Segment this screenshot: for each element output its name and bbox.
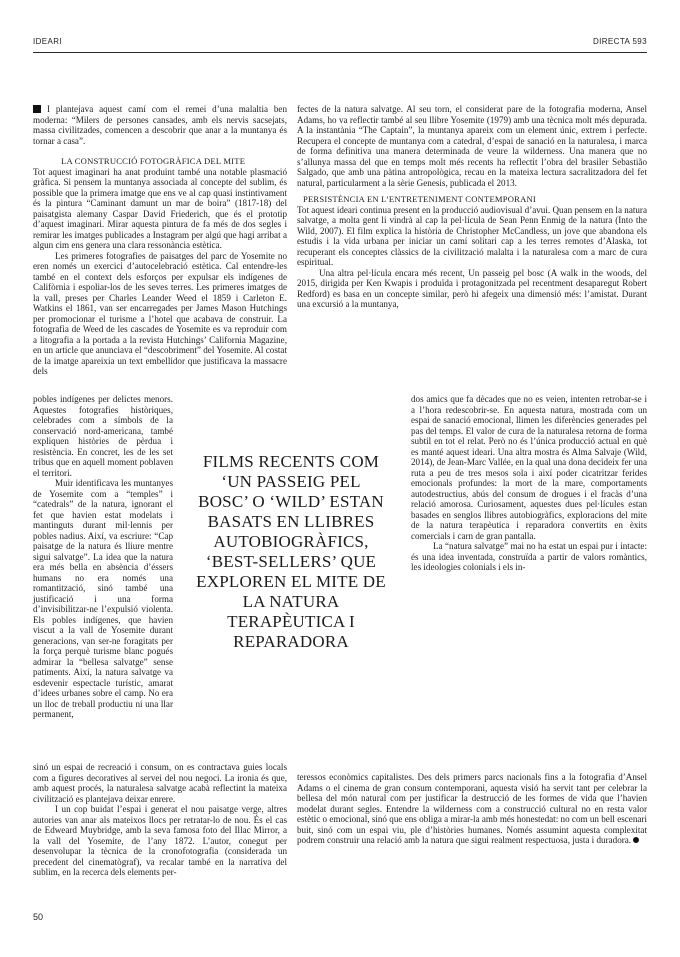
left-column-narrow [33,394,173,720]
right-column-narrow [411,394,647,573]
paragraph-muir: Muir identificava les muntanyes de Yosemite com a “temples” i “catedrals” de la natura, ignorant el fet que havien estat modelats i mantinguts durant mil·lennis per pobles nadius. Així, va escriure: “Cap paisatge de la natura és lliure mentre sigui salvatge”. La idea que la natura era més bella en absència d’éssers humans no era només una romantització, sinó també una justificació i una forma d’invisibilitzar-ne l’expulsió violenta. Els pobles indígenes, que havien viscut a la vall de Yosemite durant generacions, van ser-ne foragitats per la força perquè turisme blanc pogués admirar la “bellesa salvatge” sense patiments. Així, la natura salvatge va esdevenir espectacle turístic, amarat d’idees urbanes sobre el camp. No era un lloc de treball productiu ni una llar permanent, [33,478,173,719]
end-mark-icon [633,837,639,843]
paragraph-conclusion: teressos econòmics capitalistes. Des dels primers parcs nacionals fins a la fotografia d’Ansel Adams o el cinema de gran consum contemporani, aquesta visió ha servit tant per celebrar la bellesa del món natural com per justificar la destrucció de les formes de vida que l’havien modelat durant segles. Entendre la wilderness com a construcció cultural no en resta valor estètic o emocional, sinó que ens obliga a mirar-la amb més honestedat: no com un bell escenari buit, sinó com un espai viu, ple d’històries humanes. Només assumint aquesta complexitat podrem construir una relació amb la natura que sigui realment respectuosa, justa i duradora. [297,772,647,845]
intro-paragraph: I plantejava aquest camí com el remei d’una malaltia ben moderna: “Milers de persones cansades, amb els nervis sacsejats, massa civilitzades, comencen a descobrir que anar a la muntanya és tornar a casa”. [33,104,287,146]
magazine-issue: DIRECTA 593 [592,37,647,46]
page-number: 50 [33,912,44,922]
section-heading-photographic: LA CONSTRUCCIÓ FOTOGRÀFICA DEL MITE [61,156,246,166]
paragraph-ansel-adams: fectes de la natura salvatge. Al seu torn, el considerat pare de la fotografia moderna, Ansel Adams, ho va reflectir també al seu llibre Yosemite (1979) amb una tècnica molt més depurada. A la instantània “The Captain”, la muntanya apareix com un element únic, extrem i perfecte. Recupera el concepte de muntanya com a catedral, d’espai de sanació en la naturalesa, i marca de forma definitiva una manera determinada de veure la wilderness. Una manera que no s’allunya massa del que en temps molt més recents ha reflectit l’obra del brasiler Sebastião Salgado, que amb una pàtina antropològica, recau en la mateixa lectura sacralitzadora del fet natural, particularment a la sèrie Genesis, publicada el 2013. [297,104,647,188]
paragraph-muybridge: I un cop buidat l’espai i generat el nou paisatge verge, altres autories van anar als mateixos llocs per retratar-lo de nou. És el cas de Edweard Muybridge, amb la seva famosa foto del Illac Mirror, a la vall del Yosemite, de l’any 1872. L’autor, conegut per desenvolupar la tècnica de la cronofotografia (considerada un precedent del cinematògraf), va recalar també en la narrativa del sublim, en la recerca dels elements per- [33,804,287,877]
left-column-bottom [33,762,287,878]
section-label: IDEARI [33,37,63,46]
pull-quote: FILMS RECENTS COM ‘UN PASSEIG PEL BOSC’ O ‘WILD’ ESTAN BASATS EN LLIBRES AUTOBIOGRÀFICS, ‘BEST-SELLERS’ QUE EXPLOREN EL MITE DE LA NATURA TERAPÈUTICA I REPARADORA [196,452,386,651]
paragraph-sublime: Tot aquest imaginari ha anat produint també una notable plasmació gràfica. Si pensem la muntanya associada al concepte del sublim, és possible que la primera imatge que ens ve al cap quasi instintivament és la pintura “Caminant damunt un mar de boira” (1817-18) del paisatgista alemany Caspar David Friederich, que és el prototip d’aquest imaginari. Mirar aquesta pintura de fa més de dos segles i remirar les imatges publicades a Instagram per algú que hagi arribat a algun cim ens genera una clara ressonància estètica. [33,166,287,250]
section-heading-entertainment: PERSISTÈNCIA EN L’ENTRETENIMENT CONTEMPORANI [303,194,536,204]
paragraph-recreation: sinó un espai de recreació i consum, on es contractava guies locals com a figures decoratives al servei del nou negoci. La ironia és que, amb aquest procés, la naturalesa salvatge acabà reflectint la mateixa civilització es plantejava deixar enrere. [33,762,287,804]
right-column-top [297,104,647,310]
paragraph-into-the-wild: Tot aquest ideari continua present en la producció audiovisual d’avui. Quan pensem en la natura salvatge, a molta gent li vindrà al cap la pel·lícula de Sean Penn Enmig de la natura (Into the Wild, 2007). El film explica la història de Christopher McCandless, un jove que abandona els estudis i la vida urbana per iniciar un camí solitari cap a les terres remotes d’Alaska, tot recuperant els conceptes clàssics de la civilització malalta i la naturalesa com a marc de cura espiritual. [297,204,647,267]
article-start-square-icon [33,105,41,113]
paragraph-conclusion-start: La “natura salvatge” mai no ha estat un espai pur i intacte: és una idea inventada, construïda a partir de valors romàntics, les ideologies colonials i els in- [411,541,647,572]
left-column-top [33,104,287,377]
right-column-bottom [297,772,647,846]
paragraph-walk-in-woods: Una altra pel·lícula encara més recent, Un passeig pel bosc (A walk in the woods, del 2015, dirigida per Ken Kwapis i produïda i protagonitzada pel recentment desaparegut Robert Redford) es basa en un concepte similar, però hi afegeix una dimensió més: l’amistat. Durant una excursió a la muntanya, [297,267,647,309]
header-rule [33,52,647,53]
paragraph-indigenous: pobles indígenes per delictes menors. Aquestes fotografies històriques, celebrades com a símbols de la conservació nord-americana, també expliquen històries de pèrdua i resistència. En concret, les de les set tribus que en aquell moment poblaven el territori. [33,394,173,478]
paragraph-yosemite-photos: Les primeres fotografies de paisatges del parc de Yosemite no eren només un exercici d’autocelebració estètica. Cal entendre-les també en el context dels esforços per expulsar els indígenes de Califòrnia i espoliar-los de les seves terres. Les primeres imatges de la vall, preses per Charles Leander Weed el 1859 i Carleton E. Watkins el 1861, van ser encarregades per James Mason Hutchings per promocionar el turisme a l’hotel que acabava de construir. La fotografia de Weed de les cascades de Yosemite es va reproduir com a litografia a la portada a la revista Hutchings’ California Magazine, en un article que anunciava el “descobriment” del Yosemite. Al costat de la imatge apareixia un text embellidor que justificava la massacre dels [33,250,287,376]
paragraph-wild: dos amics que fa dècades que no es veien, intenten retrobar-se i a l’hora redescobrir-se. En aquesta natura, mostrada com un espai de sanació emocional, llimen les diferències generades pel pas del temps. El valor de cura de la naturalesa retorna de forma subtil en tot el relat. Però no és l’única producció actual en què es manté aquest ideari. Una altra mostra és Alma Salvaje (Wild, 2014), de Jean-Marc Vallée, en la qual una dona decideix fer una ruta a peu de tres mesos sola i així poder cicatritzar ferides emocionals profundes: la mort de la mare, comportaments autodestructius, abús del consum de drogues i el fracàs d’una relació amorosa. Curiosament, aquestes dues pel·lícules estan basades en senglos llibres autobiogràfics, exploracions del mite de la natura terapèutica i reparadora convertits en èxits comercials i carn de gran pantalla. [411,394,647,541]
